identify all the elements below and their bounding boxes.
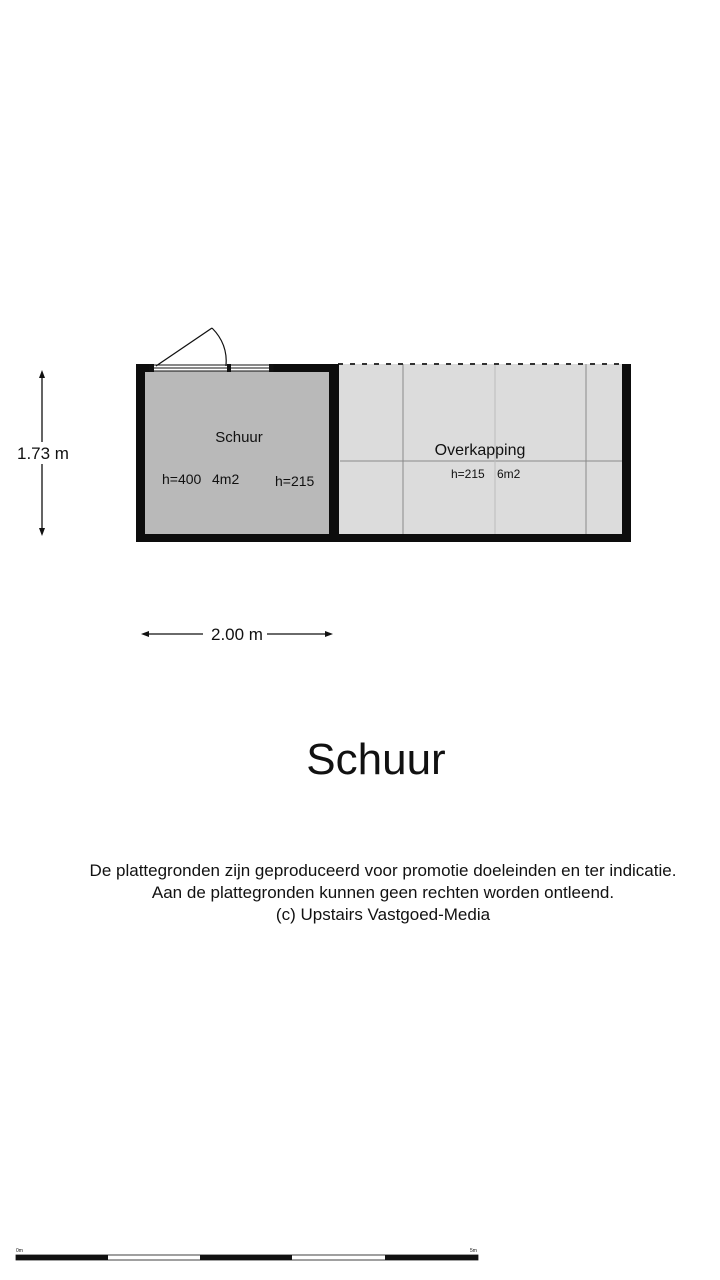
disclaimer-line-1: De plattegronden zijn geproduceerd voor promotie doeleinden en ter indicatie. [89, 861, 677, 880]
height-dimension [12, 374, 76, 532]
scale-bar [16, 1248, 478, 1260]
scale-bar-start-label: 0m [16, 1248, 23, 1254]
schuur-height-label: h=400 [162, 471, 202, 487]
page-title: Schuur [306, 735, 446, 784]
overkapping-room-label: Overkapping [434, 442, 526, 459]
schuur-area-label: 4m2 [212, 471, 240, 487]
scale-bar-end-label: 5m [470, 1248, 477, 1254]
door [150, 328, 273, 372]
disclaimer [0, 860, 720, 926]
overkapping-height-label: h=215 [451, 467, 485, 481]
width-dimension [145, 622, 329, 646]
height-dimension-label: 1.73 m [17, 444, 69, 463]
width-dimension-label: 2.00 m [211, 625, 263, 644]
disclaimer-line-3: (c) Upstairs Vastgoed-Media [275, 905, 491, 924]
disclaimer-line-2: Aan de plattegronden kunnen geen rechten worden ontleend. [151, 883, 615, 902]
schuur-floor [140, 366, 336, 540]
schuur-room-label: Schuur [215, 429, 263, 446]
schuur-height-label-2: h=215 [275, 473, 315, 489]
overkapping-area-label: 6m2 [497, 467, 521, 481]
